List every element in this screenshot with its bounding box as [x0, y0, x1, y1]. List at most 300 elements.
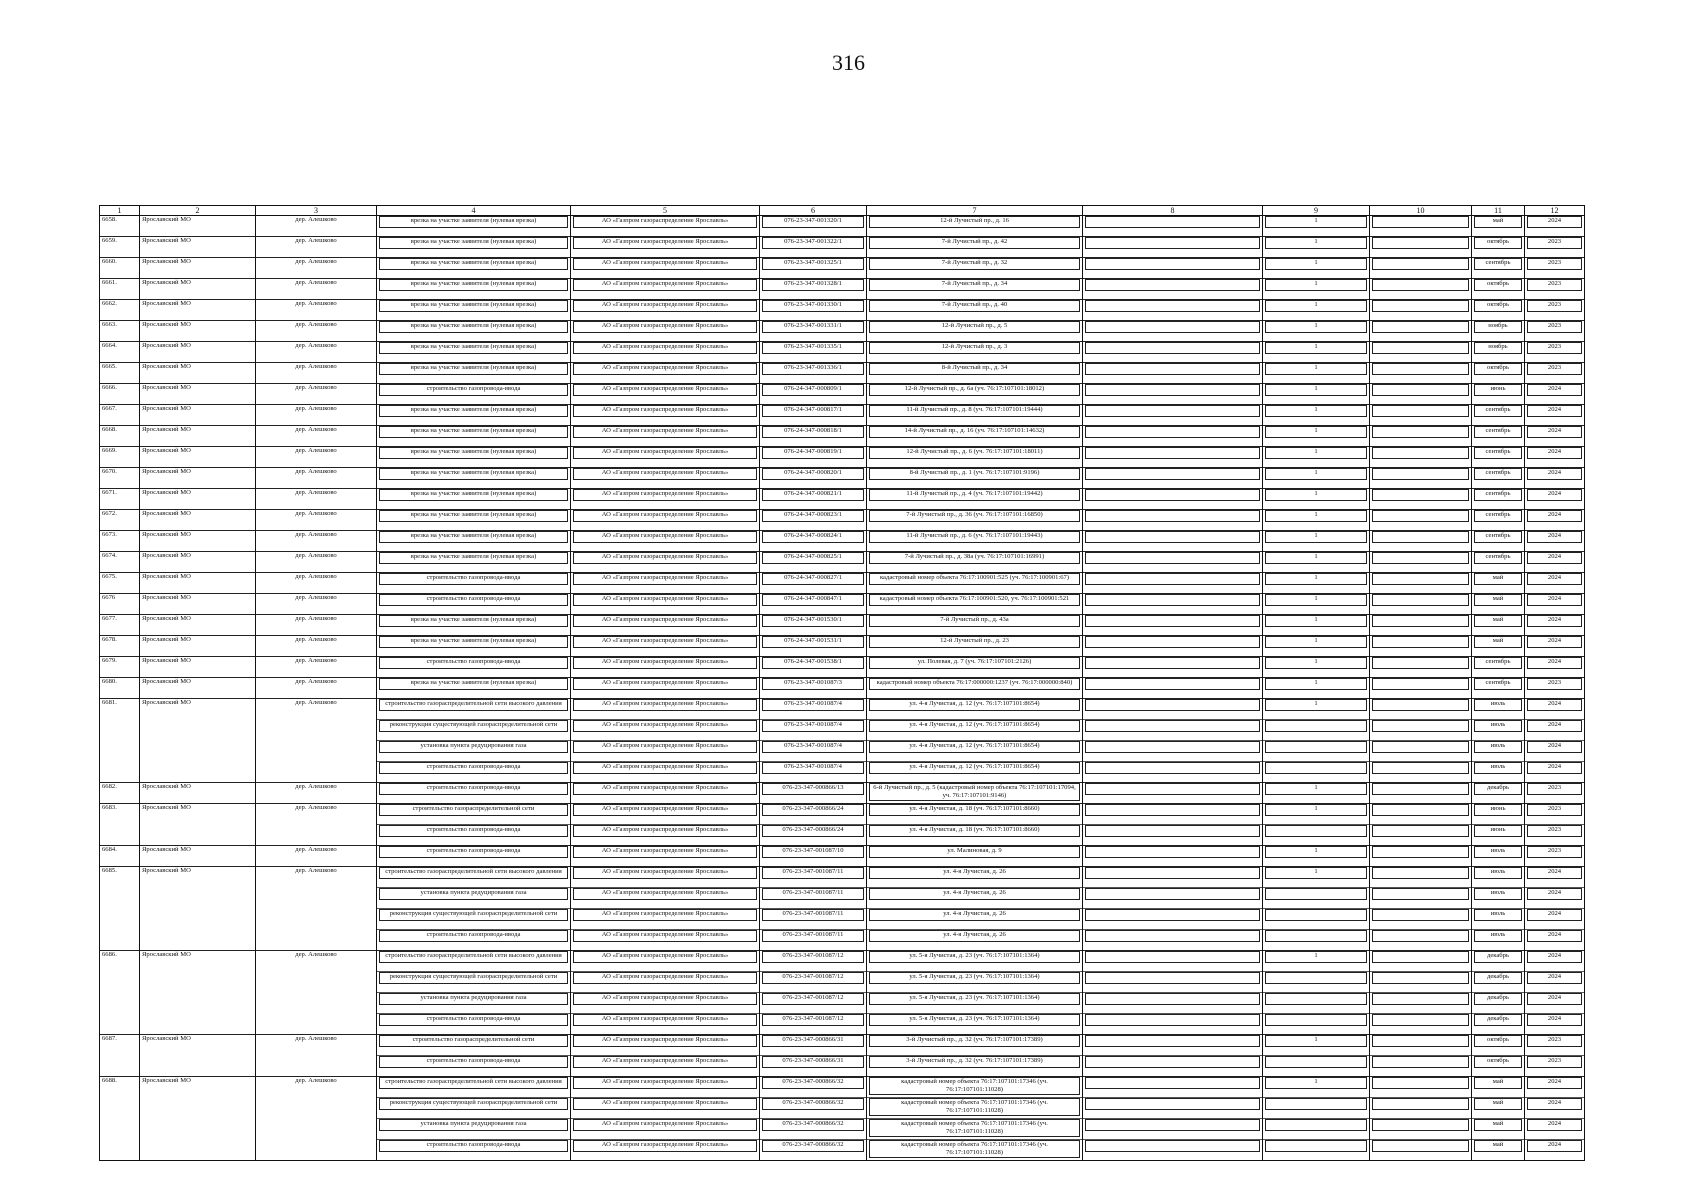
address: 8-й Лучистый пр., д. 1 (уч. 76:17:107101:9196) — [869, 468, 1080, 480]
settlement — [256, 888, 377, 909]
year-cell — [1525, 426, 1585, 447]
year: 2024 — [1527, 636, 1582, 648]
column-8 — [1085, 1077, 1260, 1089]
quantity-cell — [1263, 300, 1370, 321]
column-10 — [1372, 258, 1469, 270]
request-code: 076-23-347-001087/12 — [762, 951, 864, 963]
request-code-cell — [760, 573, 867, 594]
year: 2023 — [1527, 846, 1582, 858]
table-row — [100, 1014, 1585, 1035]
row-number: 6681. — [100, 699, 140, 720]
settlement: дер. Алешково — [256, 510, 377, 531]
column-8 — [1085, 489, 1260, 501]
settlement: дер. Алешково — [256, 1077, 377, 1098]
quantity — [1265, 1014, 1367, 1026]
address-cell — [867, 741, 1083, 762]
year: 2024 — [1527, 531, 1582, 543]
row-number — [100, 762, 140, 783]
table-row — [100, 888, 1585, 909]
year: 2024 — [1527, 888, 1582, 900]
quantity-cell — [1263, 258, 1370, 279]
request-code: 076-23-347-001322/1 — [762, 237, 864, 249]
column-10-cell — [1370, 762, 1472, 783]
column-number-6: 6 — [760, 206, 867, 216]
column-10 — [1372, 300, 1469, 312]
month: июль — [1474, 867, 1522, 879]
column-10 — [1372, 1077, 1469, 1089]
request-code-cell — [760, 1098, 867, 1119]
quantity: 1 — [1265, 615, 1367, 627]
organization-cell — [571, 552, 760, 573]
organization: АО «Газпром газораспределение Ярославль» — [573, 909, 757, 921]
month-cell — [1472, 216, 1525, 237]
quantity: 1 — [1265, 300, 1367, 312]
settlement: дер. Алешково — [256, 279, 377, 300]
year: 2024 — [1527, 216, 1582, 228]
settlement: дер. Алешково — [256, 237, 377, 258]
column-8-cell — [1083, 216, 1263, 237]
request-code: 076-23-347-000866/31 — [762, 1035, 864, 1047]
column-10-cell — [1370, 804, 1472, 825]
settlement: дер. Алешково — [256, 489, 377, 510]
column-10 — [1372, 720, 1469, 732]
address: 7-й Лучистый пр., д. 38а (уч. 76:17:107101:16991) — [869, 552, 1080, 564]
column-8 — [1085, 1119, 1260, 1131]
quantity — [1265, 762, 1367, 774]
address-cell — [867, 762, 1083, 783]
address: ул. 4-я Лучистая, д. 12 (уч. 76:17:107101:8654) — [869, 741, 1080, 753]
year: 2024 — [1527, 1098, 1582, 1110]
quantity: 1 — [1265, 258, 1367, 270]
address-cell — [867, 258, 1083, 279]
month-cell — [1472, 510, 1525, 531]
municipality: Ярославский МО — [140, 384, 256, 405]
month: сентябрь — [1474, 405, 1522, 417]
column-8-cell — [1083, 384, 1263, 405]
request-code-cell — [760, 720, 867, 741]
column-10-cell — [1370, 720, 1472, 741]
organization: АО «Газпром газораспределение Ярославль» — [573, 1119, 757, 1131]
month: июнь — [1474, 384, 1522, 396]
column-10-cell — [1370, 468, 1472, 489]
column-8-cell — [1083, 447, 1263, 468]
address: ул. 4-я Лучистая, д. 12 (уч. 76:17:107101:8654) — [869, 699, 1080, 711]
column-8 — [1085, 237, 1260, 249]
address-cell — [867, 552, 1083, 573]
settlement — [256, 1014, 377, 1035]
month-cell — [1472, 468, 1525, 489]
column-8-cell — [1083, 1056, 1263, 1077]
column-8-cell — [1083, 762, 1263, 783]
request-code: 076-23-347-000866/32 — [762, 1119, 864, 1131]
organization: АО «Газпром газораспределение Ярославль» — [573, 930, 757, 942]
quantity: 1 — [1265, 678, 1367, 690]
year-cell — [1525, 804, 1585, 825]
settlement: дер. Алешково — [256, 258, 377, 279]
work-type-cell — [377, 279, 571, 300]
quantity-cell — [1263, 384, 1370, 405]
request-code: 076-23-347-001087/11 — [762, 930, 864, 942]
work-type-cell — [377, 951, 571, 972]
request-code-cell — [760, 1014, 867, 1035]
row-number: 6686. — [100, 951, 140, 972]
month-cell — [1472, 762, 1525, 783]
work-type-cell — [377, 237, 571, 258]
quantity-cell — [1263, 657, 1370, 678]
year: 2024 — [1527, 426, 1582, 438]
organization-cell — [571, 342, 760, 363]
work-type: строительство газопровода-ввода — [379, 930, 568, 942]
column-8-cell — [1083, 342, 1263, 363]
table-row — [100, 1140, 1585, 1161]
request-code: 076-23-347-001087/11 — [762, 867, 864, 879]
table-row — [100, 909, 1585, 930]
address: ул. 5-я Лучистая, д. 23 (уч. 76:17:107101:1364) — [869, 993, 1080, 1005]
organization: АО «Газпром газораспределение Ярославль» — [573, 720, 757, 732]
quantity-cell — [1263, 1035, 1370, 1056]
column-10 — [1372, 489, 1469, 501]
column-8-cell — [1083, 279, 1263, 300]
request-code-cell — [760, 657, 867, 678]
address: 12-й Лучистый пр., д. 3 — [869, 342, 1080, 354]
column-10-cell — [1370, 489, 1472, 510]
month: июль — [1474, 909, 1522, 921]
month: сентябрь — [1474, 531, 1522, 543]
address-cell — [867, 972, 1083, 993]
month-cell — [1472, 720, 1525, 741]
column-8 — [1085, 699, 1260, 711]
municipality: Ярославский МО — [140, 321, 256, 342]
column-10 — [1372, 447, 1469, 459]
quantity: 1 — [1265, 846, 1367, 858]
organization-cell — [571, 867, 760, 888]
quantity: 1 — [1265, 657, 1367, 669]
request-code-cell — [760, 615, 867, 636]
table-row — [100, 783, 1585, 804]
work-type-cell — [377, 342, 571, 363]
work-type-cell — [377, 1119, 571, 1140]
address-cell — [867, 573, 1083, 594]
organization-cell — [571, 1014, 760, 1035]
address-cell — [867, 594, 1083, 615]
column-8 — [1085, 909, 1260, 921]
request-code: 076-23-347-000866/31 — [762, 1056, 864, 1068]
work-type-cell — [377, 804, 571, 825]
address-cell — [867, 846, 1083, 867]
organization-cell — [571, 300, 760, 321]
settlement — [256, 1056, 377, 1077]
column-10 — [1372, 951, 1469, 963]
column-8-cell — [1083, 825, 1263, 846]
row-number — [100, 888, 140, 909]
year-cell — [1525, 825, 1585, 846]
column-number-11: 11 — [1472, 206, 1525, 216]
work-type: реконструкция существующей газораспределительной сети — [379, 720, 568, 732]
month: декабрь — [1474, 1014, 1522, 1026]
month: май — [1474, 1098, 1522, 1110]
request-code-cell — [760, 951, 867, 972]
request-code-cell — [760, 594, 867, 615]
year: 2024 — [1527, 594, 1582, 606]
quantity-cell — [1263, 762, 1370, 783]
column-10-cell — [1370, 510, 1472, 531]
quantity-cell — [1263, 846, 1370, 867]
table-row — [100, 720, 1585, 741]
column-10 — [1372, 363, 1469, 375]
quantity: 1 — [1265, 573, 1367, 585]
work-type-cell — [377, 363, 571, 384]
work-type: строительство газораспределительной сети высокого давления — [379, 951, 568, 963]
work-type-cell — [377, 846, 571, 867]
address: 7-й Лучистый пр., д. 40 — [869, 300, 1080, 312]
request-code-cell — [760, 531, 867, 552]
year: 2024 — [1527, 510, 1582, 522]
quantity — [1265, 1098, 1367, 1110]
column-10 — [1372, 531, 1469, 543]
row-number: 6682. — [100, 783, 140, 804]
column-10-cell — [1370, 573, 1472, 594]
year-cell — [1525, 636, 1585, 657]
month: май — [1474, 615, 1522, 627]
address-cell — [867, 1035, 1083, 1056]
year-cell — [1525, 489, 1585, 510]
settlement: дер. Алешково — [256, 951, 377, 972]
work-type: врезка на участке заявителя (нулевая врезка) — [379, 279, 568, 291]
organization: АО «Газпром газораспределение Ярославль» — [573, 237, 757, 249]
month: декабрь — [1474, 951, 1522, 963]
municipality: Ярославский МО — [140, 216, 256, 237]
address: 11-й Лучистый пр., д. 4 (уч. 76:17:107101:19442) — [869, 489, 1080, 501]
row-number: 6684. — [100, 846, 140, 867]
row-number: 6660. — [100, 258, 140, 279]
work-type-cell — [377, 1140, 571, 1161]
year: 2024 — [1527, 720, 1582, 732]
column-10 — [1372, 699, 1469, 711]
quantity-cell — [1263, 447, 1370, 468]
column-10 — [1372, 783, 1469, 795]
table-row — [100, 615, 1585, 636]
organization-cell — [571, 993, 760, 1014]
month: июль — [1474, 846, 1522, 858]
organization: АО «Газпром газораспределение Ярославль» — [573, 300, 757, 312]
address: ул. 4-я Лучистая, д. 26 — [869, 909, 1080, 921]
settlement: дер. Алешково — [256, 300, 377, 321]
municipality — [140, 1098, 256, 1119]
month-cell — [1472, 531, 1525, 552]
column-8 — [1085, 846, 1260, 858]
column-8 — [1085, 321, 1260, 333]
request-code: 076-23-347-001087/4 — [762, 699, 864, 711]
table-row — [100, 1098, 1585, 1119]
column-10-cell — [1370, 594, 1472, 615]
year-cell — [1525, 1119, 1585, 1140]
address-cell — [867, 678, 1083, 699]
column-8-cell — [1083, 258, 1263, 279]
address: кадастровый номер объекта 76:17:107101:17346 (уч. 76:17:107101:11028) — [869, 1140, 1080, 1158]
settlement — [256, 909, 377, 930]
month: июнь — [1474, 804, 1522, 816]
request-code: 076-23-347-001087/4 — [762, 720, 864, 732]
work-type-cell — [377, 258, 571, 279]
organization: АО «Газпром газораспределение Ярославль» — [573, 657, 757, 669]
table-row — [100, 447, 1585, 468]
column-8 — [1085, 363, 1260, 375]
municipality: Ярославский МО — [140, 363, 256, 384]
quantity-cell — [1263, 1014, 1370, 1035]
column-8 — [1085, 258, 1260, 270]
work-type-cell — [377, 216, 571, 237]
month-cell — [1472, 930, 1525, 951]
address-cell — [867, 909, 1083, 930]
column-8-cell — [1083, 594, 1263, 615]
year: 2024 — [1527, 384, 1582, 396]
address: 7-й Лучистый пр., д. 34 — [869, 279, 1080, 291]
year-cell — [1525, 951, 1585, 972]
quantity — [1265, 909, 1367, 921]
settlement: дер. Алешково — [256, 615, 377, 636]
month: июль — [1474, 930, 1522, 942]
table-row — [100, 993, 1585, 1014]
work-type: врезка на участке заявителя (нулевая врезка) — [379, 237, 568, 249]
address: 11-й Лучистый пр., д. 8 (уч. 76:17:107101:19444) — [869, 405, 1080, 417]
request-code: 076-23-347-001087/10 — [762, 846, 864, 858]
column-8 — [1085, 678, 1260, 690]
request-code: 076-23-347-000866/13 — [762, 783, 864, 795]
table-row — [100, 804, 1585, 825]
work-type: установка пункта редуцирования газа — [379, 993, 568, 1005]
month-cell — [1472, 594, 1525, 615]
organization-cell — [571, 510, 760, 531]
address-cell — [867, 321, 1083, 342]
column-10-cell — [1370, 531, 1472, 552]
municipality: Ярославский МО — [140, 951, 256, 972]
address: ул. Малиновая, д. 9 — [869, 846, 1080, 858]
year-cell — [1525, 1140, 1585, 1161]
organization-cell — [571, 447, 760, 468]
municipality: Ярославский МО — [140, 447, 256, 468]
quantity-cell — [1263, 468, 1370, 489]
work-type-cell — [377, 636, 571, 657]
table-row — [100, 489, 1585, 510]
work-type: врезка на участке заявителя (нулевая врезка) — [379, 678, 568, 690]
request-code-cell — [760, 1035, 867, 1056]
work-type-cell — [377, 405, 571, 426]
month-cell — [1472, 657, 1525, 678]
year-cell — [1525, 594, 1585, 615]
month-cell — [1472, 447, 1525, 468]
year-cell — [1525, 741, 1585, 762]
row-number: 6672. — [100, 510, 140, 531]
month: июнь — [1474, 825, 1522, 837]
work-type: строительство газопровода-ввода — [379, 594, 568, 606]
address-cell — [867, 699, 1083, 720]
table-row — [100, 1119, 1585, 1140]
month: октябрь — [1474, 363, 1522, 375]
quantity — [1265, 720, 1367, 732]
settlement: дер. Алешково — [256, 657, 377, 678]
request-code-cell — [760, 1056, 867, 1077]
request-code-cell — [760, 678, 867, 699]
column-10 — [1372, 384, 1469, 396]
quantity-cell — [1263, 993, 1370, 1014]
organization: АО «Газпром газораспределение Ярославль» — [573, 1140, 757, 1152]
quantity-cell — [1263, 573, 1370, 594]
month-cell — [1472, 405, 1525, 426]
request-code: 076-23-347-001331/1 — [762, 321, 864, 333]
address: ул. 4-я Лучистая, д. 18 (уч. 76:17:107101:8660) — [869, 804, 1080, 816]
request-code-cell — [760, 342, 867, 363]
organization-cell — [571, 909, 760, 930]
column-8-cell — [1083, 804, 1263, 825]
table-row — [100, 237, 1585, 258]
column-8-cell — [1083, 888, 1263, 909]
year-cell — [1525, 846, 1585, 867]
column-8 — [1085, 993, 1260, 1005]
year-cell — [1525, 468, 1585, 489]
address-cell — [867, 279, 1083, 300]
work-type: врезка на участке заявителя (нулевая врезка) — [379, 258, 568, 270]
municipality: Ярославский МО — [140, 426, 256, 447]
year: 2024 — [1527, 909, 1582, 921]
table-row — [100, 279, 1585, 300]
column-10 — [1372, 888, 1469, 900]
column-10-cell — [1370, 384, 1472, 405]
month-cell — [1472, 552, 1525, 573]
column-number-4: 4 — [377, 206, 571, 216]
quantity: 1 — [1265, 384, 1367, 396]
organization: АО «Газпром газораспределение Ярославль» — [573, 321, 757, 333]
organization-cell — [571, 279, 760, 300]
settlement — [256, 1140, 377, 1161]
year-cell — [1525, 909, 1585, 930]
request-code: 076-23-347-001087/3 — [762, 678, 864, 690]
request-code: 076-23-347-001325/1 — [762, 258, 864, 270]
work-type: установка пункта редуцирования газа — [379, 1119, 568, 1131]
table-row — [100, 699, 1585, 720]
quantity — [1265, 888, 1367, 900]
request-code-cell — [760, 804, 867, 825]
month-cell — [1472, 636, 1525, 657]
address: 12-й Лучистый пр., д. 6 (уч. 76:17:107101:18011) — [869, 447, 1080, 459]
organization-cell — [571, 405, 760, 426]
organization: АО «Газпром газораспределение Ярославль» — [573, 1056, 757, 1068]
month: октябрь — [1474, 1056, 1522, 1068]
organization: АО «Газпром газораспределение Ярославль» — [573, 762, 757, 774]
organization: АО «Газпром газораспределение Ярославль» — [573, 447, 757, 459]
column-8-cell — [1083, 300, 1263, 321]
request-code: 076-23-347-001328/1 — [762, 279, 864, 291]
quantity-cell — [1263, 741, 1370, 762]
quantity: 1 — [1265, 468, 1367, 480]
month-cell — [1472, 972, 1525, 993]
year: 2023 — [1527, 1035, 1582, 1047]
work-type-cell — [377, 741, 571, 762]
quantity: 1 — [1265, 237, 1367, 249]
column-10 — [1372, 1119, 1469, 1131]
year: 2024 — [1527, 972, 1582, 984]
column-8-cell — [1083, 405, 1263, 426]
address-cell — [867, 510, 1083, 531]
municipality — [140, 930, 256, 951]
column-8-cell — [1083, 1077, 1263, 1098]
quantity: 1 — [1265, 804, 1367, 816]
municipality: Ярославский МО — [140, 489, 256, 510]
column-8 — [1085, 636, 1260, 648]
column-10 — [1372, 909, 1469, 921]
column-8 — [1085, 426, 1260, 438]
column-10 — [1372, 405, 1469, 417]
work-type: строительство газораспределительной сети высокого давления — [379, 1077, 568, 1089]
